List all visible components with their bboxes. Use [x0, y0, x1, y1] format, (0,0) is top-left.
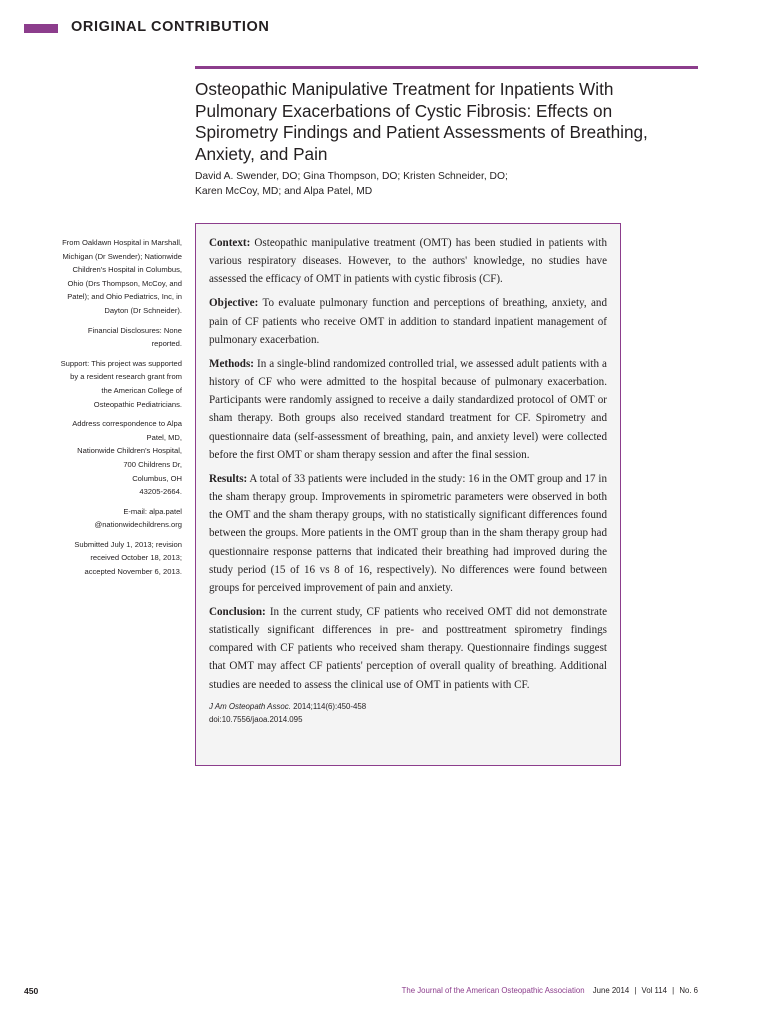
- abstract-text: Osteopathic manipulative treatment (OMT) has been studied in patients with various respiratory diseases. However, to the authors' knowledge, no studies have assessed the efficacy of OMT in patients with cystic fibrosis (CF).: [209, 237, 607, 286]
- citation: [209, 700, 607, 726]
- address-street: 700 Childrens Dr,: [123, 459, 182, 469]
- article-sidebar: [60, 236, 182, 585]
- abstract-heading: Results:: [209, 472, 248, 485]
- abstract-context: [209, 234, 607, 288]
- authors-line: David A. Swender, DO; Gina Thompson, DO; Kristen Schneider, DO;: [195, 171, 508, 182]
- citation-journal: J Am Osteopath Assoc.: [209, 701, 291, 711]
- abstract-conclusion: [209, 603, 607, 694]
- abstract-text: A total of 33 patients were included in the study: 16 in the OMT group and 17 in the sham therapy group. Improvements in spirometric parameters were observed in both the OMT and the sham therapy groups, with no statistically significant differences found between the groups. More patients in the OMT group than in the sham therapy group had questionnaire response patterns that indicated their breathing had improved during the study period (15 of 16 vs 8 of 16, respectively). No differences were found between groups for perceived improvement of pain and anxiety.: [209, 472, 607, 594]
- title-rule: [195, 66, 698, 69]
- footer-date: June 2014: [592, 986, 630, 995]
- address-zip: 43205-2664.: [139, 487, 182, 497]
- authors-line: Karen McCoy, MD; and Alpa Patel, MD: [195, 186, 373, 197]
- abstract-results: [209, 470, 607, 597]
- address-label: Address correspondence to Alpa Patel, MD,: [72, 419, 182, 442]
- abstract-methods: [209, 355, 607, 464]
- footer-separator: |: [634, 986, 637, 995]
- abstract-heading: Conclusion:: [209, 605, 266, 618]
- footer-volume: Vol 114: [641, 986, 667, 995]
- footer-issue: No. 6: [679, 986, 698, 995]
- abstract-text: In a single-blind randomized controlled trial, we assessed adult patients with a history of CF who were admitted to the hospital because of pulmonary exacerbation. Participants were randomly assigned to receive a daily standardized protocol of OMT or sham therapy. Both groups also received standard treatment for CF. Spirometry and questionnaire data (self-assessment of breathing, pain, and anxiety level) were collected before the first OMT or sham therapy session and after the final session.: [209, 357, 607, 461]
- section-label: ORIGINAL CONTRIBUTION: [71, 19, 270, 35]
- abstract-heading: Methods:: [209, 357, 254, 370]
- footer-journal-name: The Journal of the American Osteopathic Association: [401, 986, 585, 995]
- abstract-text: To evaluate pulmonary function and perceptions of breathing, anxiety, and pain of CF patients who receive OMT in addition to standard inpatient management of pulmonary exacerbation.: [209, 297, 607, 346]
- section-marker-bar: [24, 24, 58, 33]
- address-org: Nationwide Children's Hospital,: [77, 446, 182, 456]
- address-city: Columbus, OH: [132, 473, 182, 483]
- abstract-text: In the current study, CF patients who received OMT did not demonstrate statistically significant differences in pre- and posttreatment spirometry findings compared with CF patients who received sham therapy. Questionnaire findings suggest that OMT may affect CF patients' perception of overall quality of breathing. Additional studies are needed to assess the clinical use of OMT in patients with CF.: [209, 605, 607, 691]
- author-list: [195, 169, 595, 199]
- affiliation-note: From Oaklawn Hospital in Marshall, Michigan (Dr Swender); Nationwide Children's Hospital in Columbus, Ohio (Drs Thompson, McCoy, and Patel); and Ohio Pediatrics, Inc, in Dayton (Dr Schneider).: [62, 238, 182, 315]
- email-domain: @nationwidechildrens.org: [94, 520, 182, 530]
- email-note: [60, 505, 182, 532]
- page-number: 450: [24, 986, 39, 996]
- doi-link[interactable]: doi:10.7556/jaoa.2014.095: [209, 714, 303, 724]
- correspondence-address: [60, 417, 182, 499]
- abstract-heading: Context:: [209, 237, 251, 249]
- citation-reference: 2014;114(6):450-458: [290, 701, 367, 711]
- email-label: E-mail: alpa.patel: [123, 506, 182, 516]
- abstract-box: [195, 223, 621, 766]
- abstract-objective: [209, 294, 607, 348]
- article-title: Osteopathic Manipulative Treatment for Inpatients With Pulmonary Exacerbations of Cystic Fibrosis: Effects on Spirometry Findings and Patient Assessments of Breathing, Anxiety, and Pain: [195, 79, 648, 164]
- submission-dates: Submitted July 1, 2013; revision received October 18, 2013; accepted November 6, 2013.: [74, 539, 182, 577]
- support-note: Support: This project was supported by a resident research grant from the American College of Osteopathic Pediatricians.: [60, 358, 182, 409]
- disclosures-note: Financial Disclosures: None reported.: [87, 325, 182, 349]
- running-footer: [402, 986, 698, 995]
- footer-separator: |: [672, 986, 675, 995]
- abstract-heading: Objective:: [209, 297, 259, 310]
